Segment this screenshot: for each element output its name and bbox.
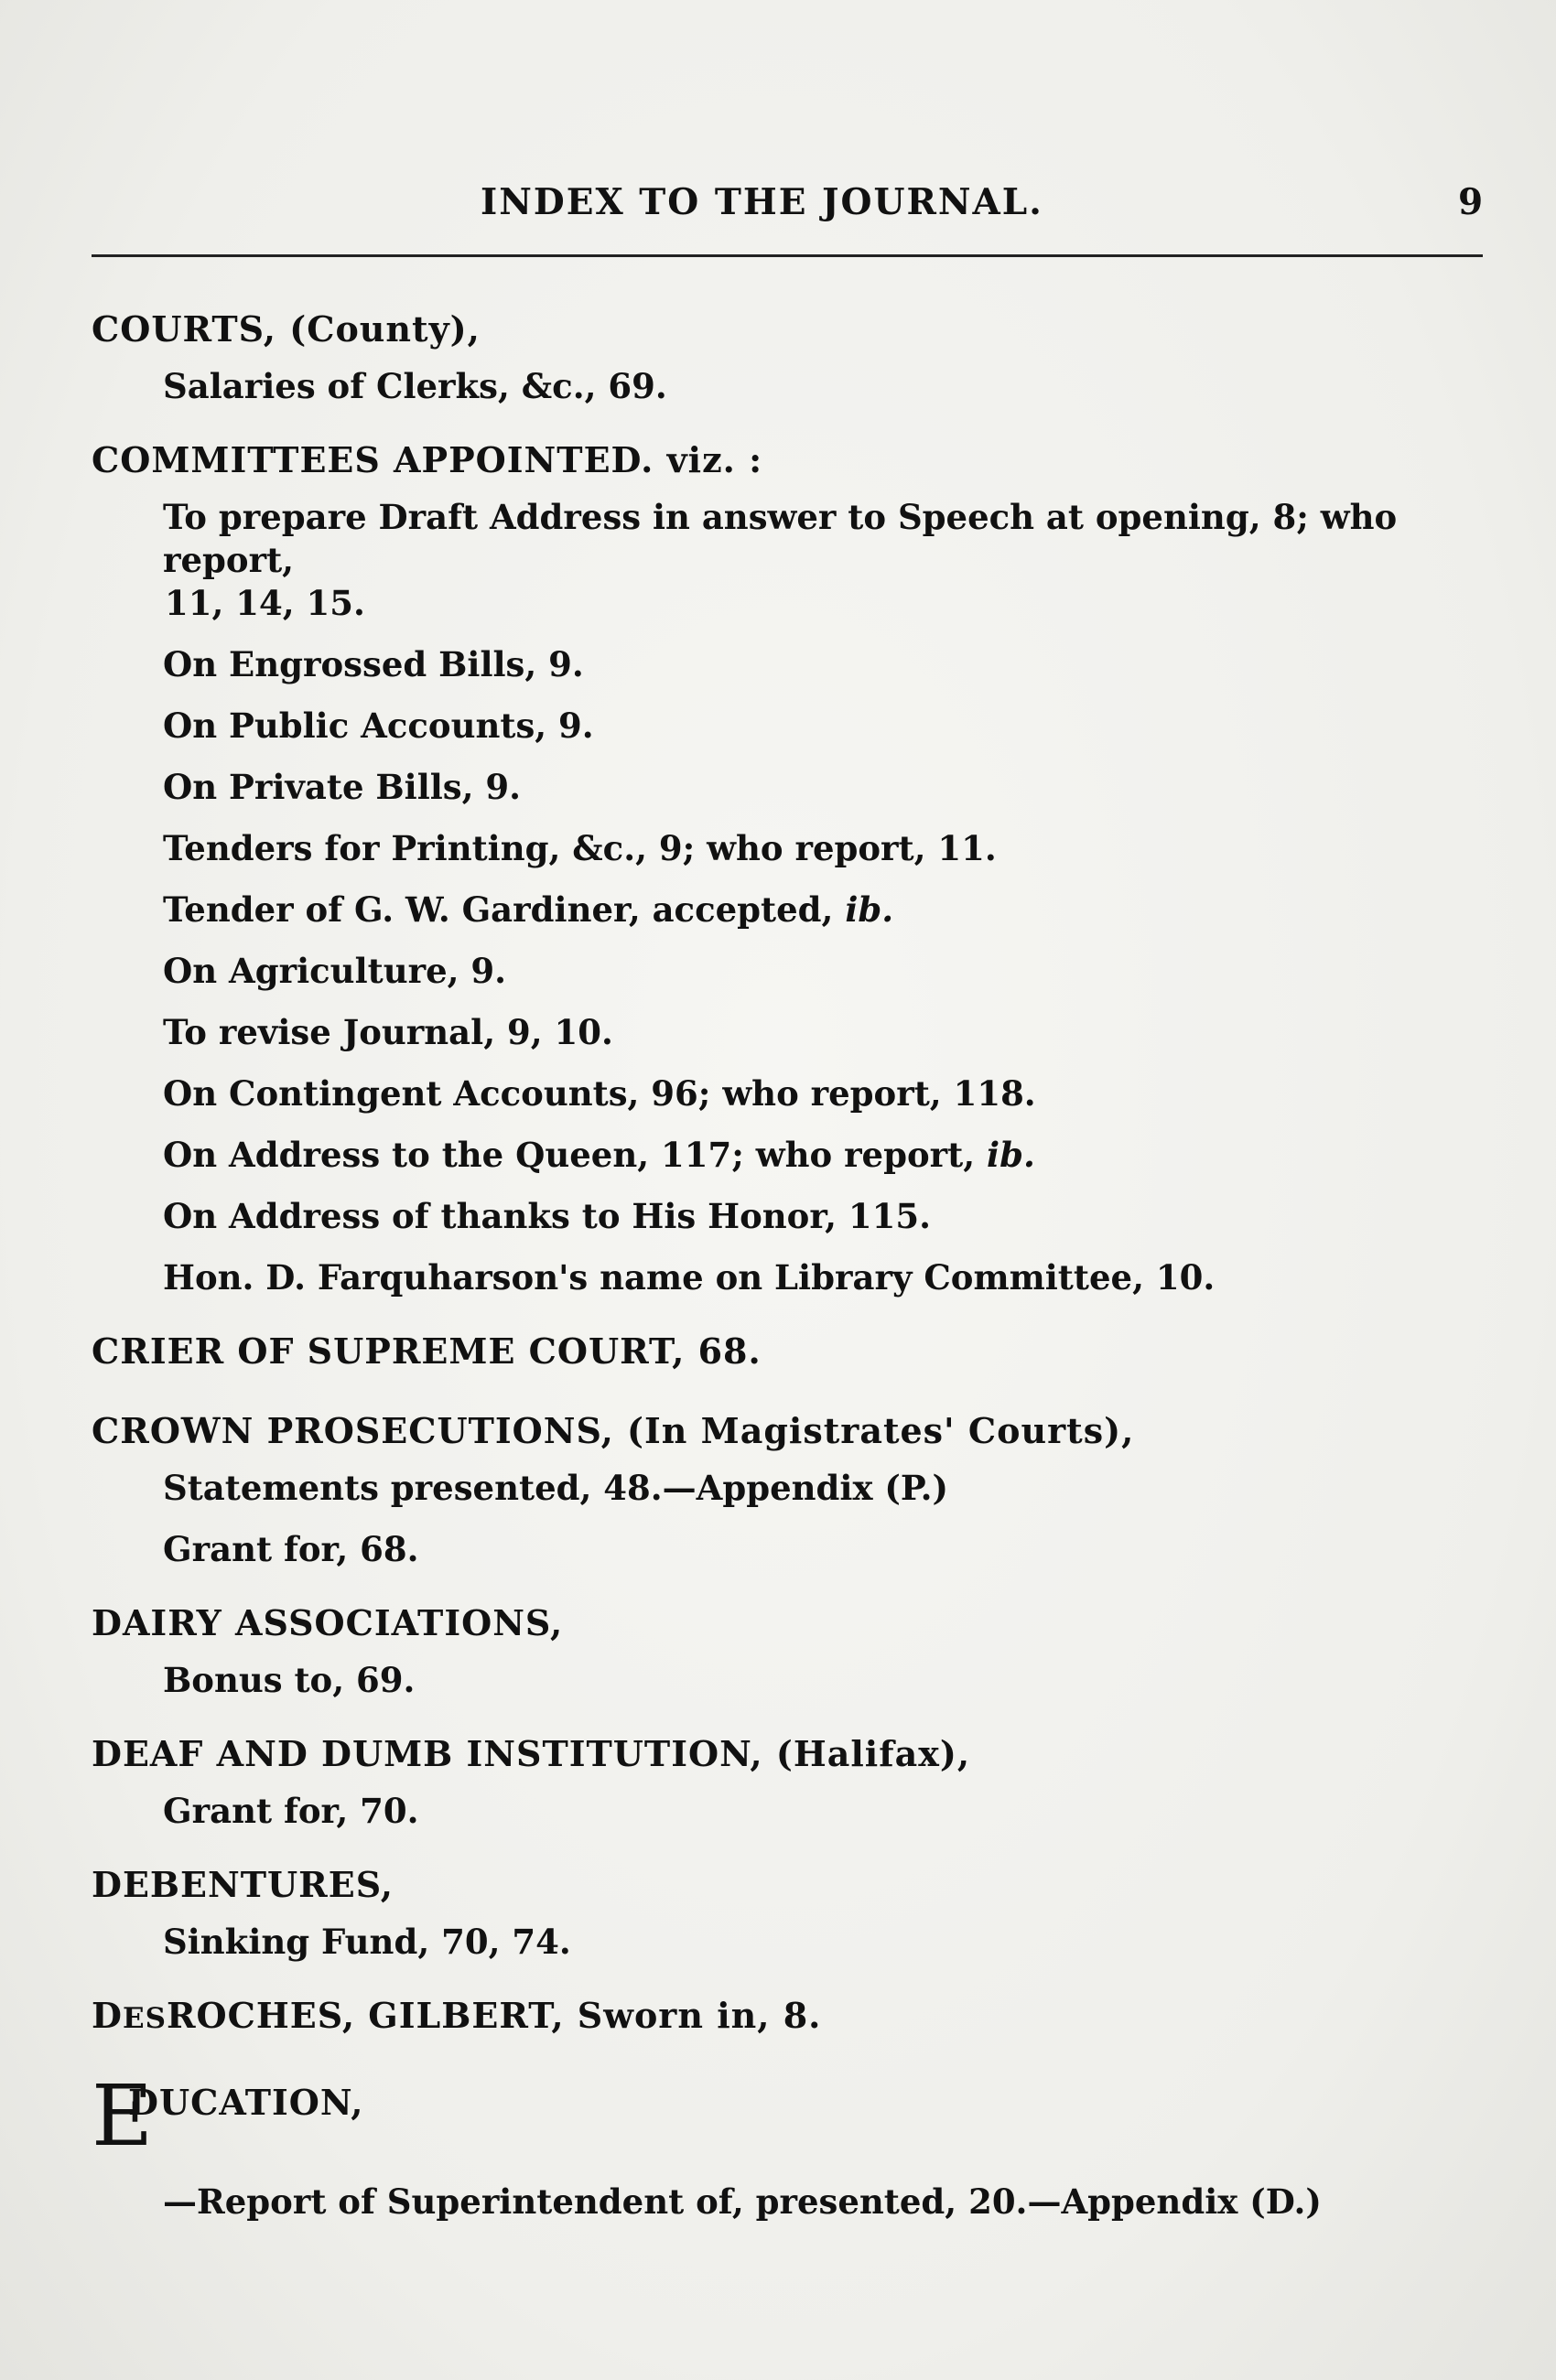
entry-item-text: Tender of G. W. Gardiner, accepted, bbox=[163, 889, 834, 930]
header-rule bbox=[92, 254, 1483, 257]
entry-item: On Address of thanks to His Honor, 115. bbox=[163, 1196, 932, 1236]
entry-item: Salaries of Clerks, &c., 69. bbox=[163, 366, 667, 406]
ibid-reference: ib. bbox=[845, 889, 894, 930]
entry-heading: CROWN PROSECUTIONS, (In Magistrates' Courts), bbox=[92, 1410, 1135, 1451]
entry-heading: DEBENTURES, bbox=[92, 1864, 394, 1905]
index-entry-education bbox=[92, 2067, 1501, 2224]
entry-item: Grant for, 68. bbox=[163, 1529, 419, 1569]
index-entry-crown-prosecutions bbox=[92, 1404, 1501, 1571]
entry-item bbox=[163, 888, 1501, 932]
entry-item: Sinking Fund, 70, 74. bbox=[163, 1922, 571, 1962]
entry-heading: DAIRY ASSOCIATIONS, bbox=[92, 1602, 564, 1643]
page-number: 9 bbox=[1458, 181, 1484, 223]
entry-heading bbox=[92, 1988, 1501, 2046]
entry-item: Grant for, 70. bbox=[163, 1791, 419, 1831]
drop-cap: E bbox=[92, 2067, 154, 2165]
index-entry-courts bbox=[92, 302, 1501, 408]
entry-item: Statements presented, 48.—Appendix (P.) bbox=[163, 1468, 948, 1508]
index-entry-dairy bbox=[92, 1596, 1501, 1702]
index-entry-debentures bbox=[92, 1858, 1501, 1964]
entry-item: —Report of Superintendent of, presented, 20.—Appendix (D.) bbox=[163, 2181, 1322, 2222]
entry-item: On Agriculture, 9. bbox=[163, 951, 507, 991]
entry-heading: COMMITTEES APPOINTED. viz. : bbox=[92, 439, 763, 480]
entry-heading bbox=[92, 2067, 1501, 2165]
entry-item: Bonus to, 69. bbox=[163, 1660, 416, 1700]
entry-heading: DEAF AND DUMB INSTITUTION, (Halifax), bbox=[92, 1733, 971, 1774]
entry-item-text: To prepare Draft Address in answer to Speech at opening, 8; who report, bbox=[163, 497, 1398, 580]
entry-item bbox=[163, 496, 1501, 625]
entry-item: On Engrossed Bills, 9. bbox=[163, 644, 584, 684]
index-entries bbox=[92, 302, 1501, 2248]
entry-item-continuation: 11, 14, 15. bbox=[165, 583, 365, 623]
entry-item: Hon. D. Farquharson's name on Library Committee, 10. bbox=[163, 1257, 1216, 1298]
entry-heading: CRIER OF SUPREME COURT, 68. bbox=[92, 1330, 762, 1372]
entry-item: On Public Accounts, 9. bbox=[163, 705, 594, 746]
index-entry-crier bbox=[92, 1324, 1501, 1379]
heading-lead-letter: D bbox=[92, 1995, 123, 2036]
heading-rest: ROCHES, GILBERT, Sworn in, 8. bbox=[166, 1995, 822, 2036]
entry-item-text: On Address to the Queen, 117; who report, bbox=[163, 1135, 976, 1175]
ibid-reference: ib. bbox=[987, 1135, 1035, 1175]
running-head bbox=[0, 181, 1556, 236]
entry-item: On Contingent Accounts, 96; who report, 118. bbox=[163, 1073, 1036, 1114]
heading-small-caps: ES bbox=[122, 2002, 167, 2035]
entry-heading: COURTS, (County), bbox=[92, 308, 481, 350]
entry-item bbox=[163, 1134, 1501, 1177]
index-entry-deaf-dumb bbox=[92, 1727, 1501, 1833]
heading-rest: DUCATION, bbox=[128, 2082, 364, 2123]
index-entry-committees bbox=[92, 433, 1501, 1299]
entry-item: On Private Bills, 9. bbox=[163, 767, 522, 807]
index-entry-desroches bbox=[92, 1988, 1501, 2046]
running-title: INDEX TO THE JOURNAL. bbox=[481, 181, 1043, 223]
entry-item: Tenders for Printing, &c., 9; who report, 11. bbox=[163, 828, 997, 868]
entry-item: To revise Journal, 9, 10. bbox=[163, 1012, 613, 1052]
